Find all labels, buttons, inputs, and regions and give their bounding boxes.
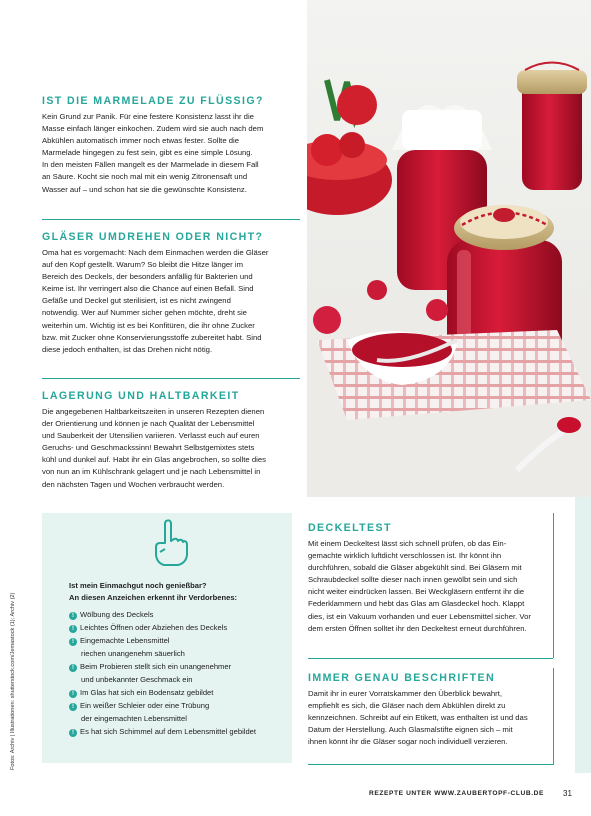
text-line: der Orientierung und können je nach Qualität der Lebensmittel — [42, 419, 255, 429]
text-line: bzw. mit Zucker ohne Konservierungsstoffe zubereitet habt. Sind — [42, 332, 262, 342]
item-text: Es hat sich Schimmel auf dem Lebensmittel gebildet — [80, 727, 257, 736]
accent-sidebar — [575, 497, 591, 773]
checklist-item — [69, 610, 153, 620]
text-line: notwendig. Wer auf Nummer sicher gehen möchte, dreht sie — [42, 308, 247, 318]
section-fluessig — [42, 95, 300, 196]
text-line: Bereich des Deckels, der besonders anfällig für Bakterien und — [42, 272, 253, 282]
item-text: Wölbung des Deckels — [80, 610, 154, 619]
divider — [42, 378, 300, 379]
text-line: nicht weiter eindrücken lassen. Bei Weckgläsern entfernt ihr die — [308, 587, 525, 597]
text-line: Keime ist. Ihr verringert also die Chance auf einen Befall. Sind — [42, 284, 254, 294]
section-lagerung — [42, 390, 300, 491]
photo-credit: Fotos: Archiv | Illustrationen: shutterstock.com/Jemastock (1); Archiv (2) — [10, 592, 16, 770]
text-line: dies, ist ein Vakuum vorhanden und euer Lebensmittel sicher. Vor — [308, 611, 531, 621]
text-line: Abkühlen automatisch immer noch etwas fester. Sollte die — [42, 136, 239, 146]
section-body — [308, 688, 553, 748]
checklist-intro: An diesen Anzeichen erkennt ihr Verdorbenes: — [69, 593, 238, 602]
checklist-item — [69, 662, 231, 672]
section-heading: IST DIE MARMELADE ZU FLÜSSIG? — [42, 95, 264, 107]
text-line: Oma hat es vorgemacht: Nach dem Einmachen werden die Gläser — [42, 248, 269, 257]
text-line: In den meisten Fällen mangelt es der Marmelade in diesem Fall — [42, 160, 259, 170]
text-line: weiterhin um. Wichtig ist es bei Konfitüren, die ihr ohne Zucker — [42, 320, 255, 330]
exclamation-icon: ! — [69, 703, 77, 711]
text-line: von nun an im Kühlschrank gelagert und je nach Lebensmittel in — [42, 467, 261, 477]
checklist-item — [69, 688, 213, 698]
text-line: Die angegebenen Haltbarkeitszeiten in unseren Rezepten dienen — [42, 407, 265, 416]
text-line: auf den Kopf gestellt. Warum? So bleibt die Hitze länger im — [42, 260, 243, 270]
text-line: Marmelade hingegen zu fest sein, gibt es eine simple Lösung. — [42, 148, 253, 158]
checklist-question: Ist mein Einmachgut noch genießbar? — [69, 581, 207, 590]
jam-jars-illustration — [307, 0, 591, 497]
text-line: Mit einem Deckeltest lässt sich schnell prüfen, ob das Ein- — [308, 539, 507, 548]
text-line: gemachte wirklich luftdicht verschlossen ist. Ihr könnt ihn — [308, 551, 502, 561]
section-body — [42, 111, 300, 196]
divider — [308, 764, 554, 765]
checklist-item-cont: und unbekannter Geschmack ein — [81, 675, 193, 684]
item-text: Eingemachte Lebensmittel — [80, 636, 170, 645]
spoilage-checklist-box — [42, 513, 292, 763]
text-line: und Sauberkeit der Utensilien variieren. Verlasst euch auf euren — [42, 431, 260, 441]
exclamation-icon: ! — [69, 664, 77, 672]
divider — [42, 219, 300, 220]
item-text: Ein weißer Schleier oder eine Trübung — [80, 701, 210, 710]
section-heading: DECKELTEST — [308, 522, 392, 534]
section-beschriften — [308, 672, 553, 748]
divider — [308, 658, 553, 659]
page-number: 31 — [563, 789, 572, 798]
section-body — [42, 247, 300, 356]
exclamation-icon: ! — [69, 638, 77, 646]
text-line: Geruchs- und Geschmackssinn! Bewahrt Selbstgemixtes stets — [42, 443, 255, 453]
text-line: diese jedoch enthalten, ist das Drehen nicht nötig. — [42, 344, 213, 354]
text-line: Gefäße und Deckel gut sterilisiert, ist es nicht zwingend — [42, 296, 231, 306]
exclamation-icon: ! — [69, 625, 77, 633]
text-line: Schraubdeckel sollte dieser nach innen gewölbt sein und sich — [308, 575, 518, 585]
checklist-item — [69, 636, 170, 646]
text-line: Kein Grund zur Panik. Für eine festere Konsistenz lasst ihr die — [42, 112, 254, 121]
text-line: kühl und dunkel auf. Habt ihr ein Glas angebrochen, so sollte dies — [42, 455, 266, 465]
hand-pointing-icon — [152, 519, 190, 569]
checklist-item — [69, 727, 256, 737]
section-deckeltest — [308, 522, 553, 635]
text-line: Damit ihr in eurer Vorratskammer den Überblick bewahrt, — [308, 689, 502, 698]
divider-vertical — [553, 513, 554, 658]
item-text: Beim Probieren stellt sich ein unangenehmer — [80, 662, 232, 671]
jam-photo — [307, 0, 591, 497]
text-line: empfiehlt es sich, die Gläser nach dem Abkühlen direkt zu — [308, 701, 506, 711]
section-heading: GLÄSER UMDREHEN ODER NICHT? — [42, 231, 264, 243]
text-line: ihnen könnt ihr die Gläser sogar noch individuell verzieren. — [308, 737, 508, 747]
text-line: durchführen, sobald die Gläser abgekühlt sind. Bei Gläsern mit — [308, 563, 522, 573]
section-umdrehen — [42, 231, 300, 356]
exclamation-icon: ! — [69, 612, 77, 620]
exclamation-icon: ! — [69, 729, 77, 737]
text-line: Federklammern und hebt das Glas am Glasdeckel hoch. Klappt — [308, 599, 525, 609]
text-line: Wasser auf – und schon hat sie die gewünschte Konsistenz. — [42, 184, 247, 194]
section-body — [42, 406, 300, 491]
footer-url: REZEPTE UNTER WWW.ZAUBERTOPF-CLUB.DE — [369, 790, 544, 797]
exclamation-icon: ! — [69, 690, 77, 698]
checklist-item — [69, 701, 209, 711]
text-line: den nächsten Tagen und Wochen verbraucht werden. — [42, 479, 225, 489]
checklist-item-cont: riechen unangenehm säuerlich — [81, 649, 185, 658]
section-heading: IMMER GENAU BESCHRIFTEN — [308, 672, 495, 684]
text-line: kennzeichnen. Schreibt auf ein Etikett, was enthalten ist und das — [308, 713, 528, 723]
text-line: dem ersten Öffnen solltet ihr den Deckeltest erneut durchführen. — [308, 623, 527, 633]
divider-vertical — [553, 668, 554, 764]
text-line: Datum der Herstellung. Auch Glasmalstifte eignen sich – mit — [308, 725, 513, 735]
section-body — [308, 538, 553, 635]
checklist-item — [69, 623, 227, 633]
checklist-item-cont: der eingemachten Lebensmittel — [81, 714, 187, 723]
text-line: an Säure. Kocht sie noch mal mit ein wenig Zitronensaft und — [42, 172, 248, 182]
item-text: Leichtes Öffnen oder Abziehen des Deckels — [80, 623, 228, 632]
item-text: Im Glas hat sich ein Bodensatz gebildet — [80, 688, 214, 697]
section-heading: LAGERUNG UND HALTBARKEIT — [42, 390, 240, 402]
text-line: Masse einfach länger einkochen. Zudem wird sie auch nach dem — [42, 124, 264, 134]
